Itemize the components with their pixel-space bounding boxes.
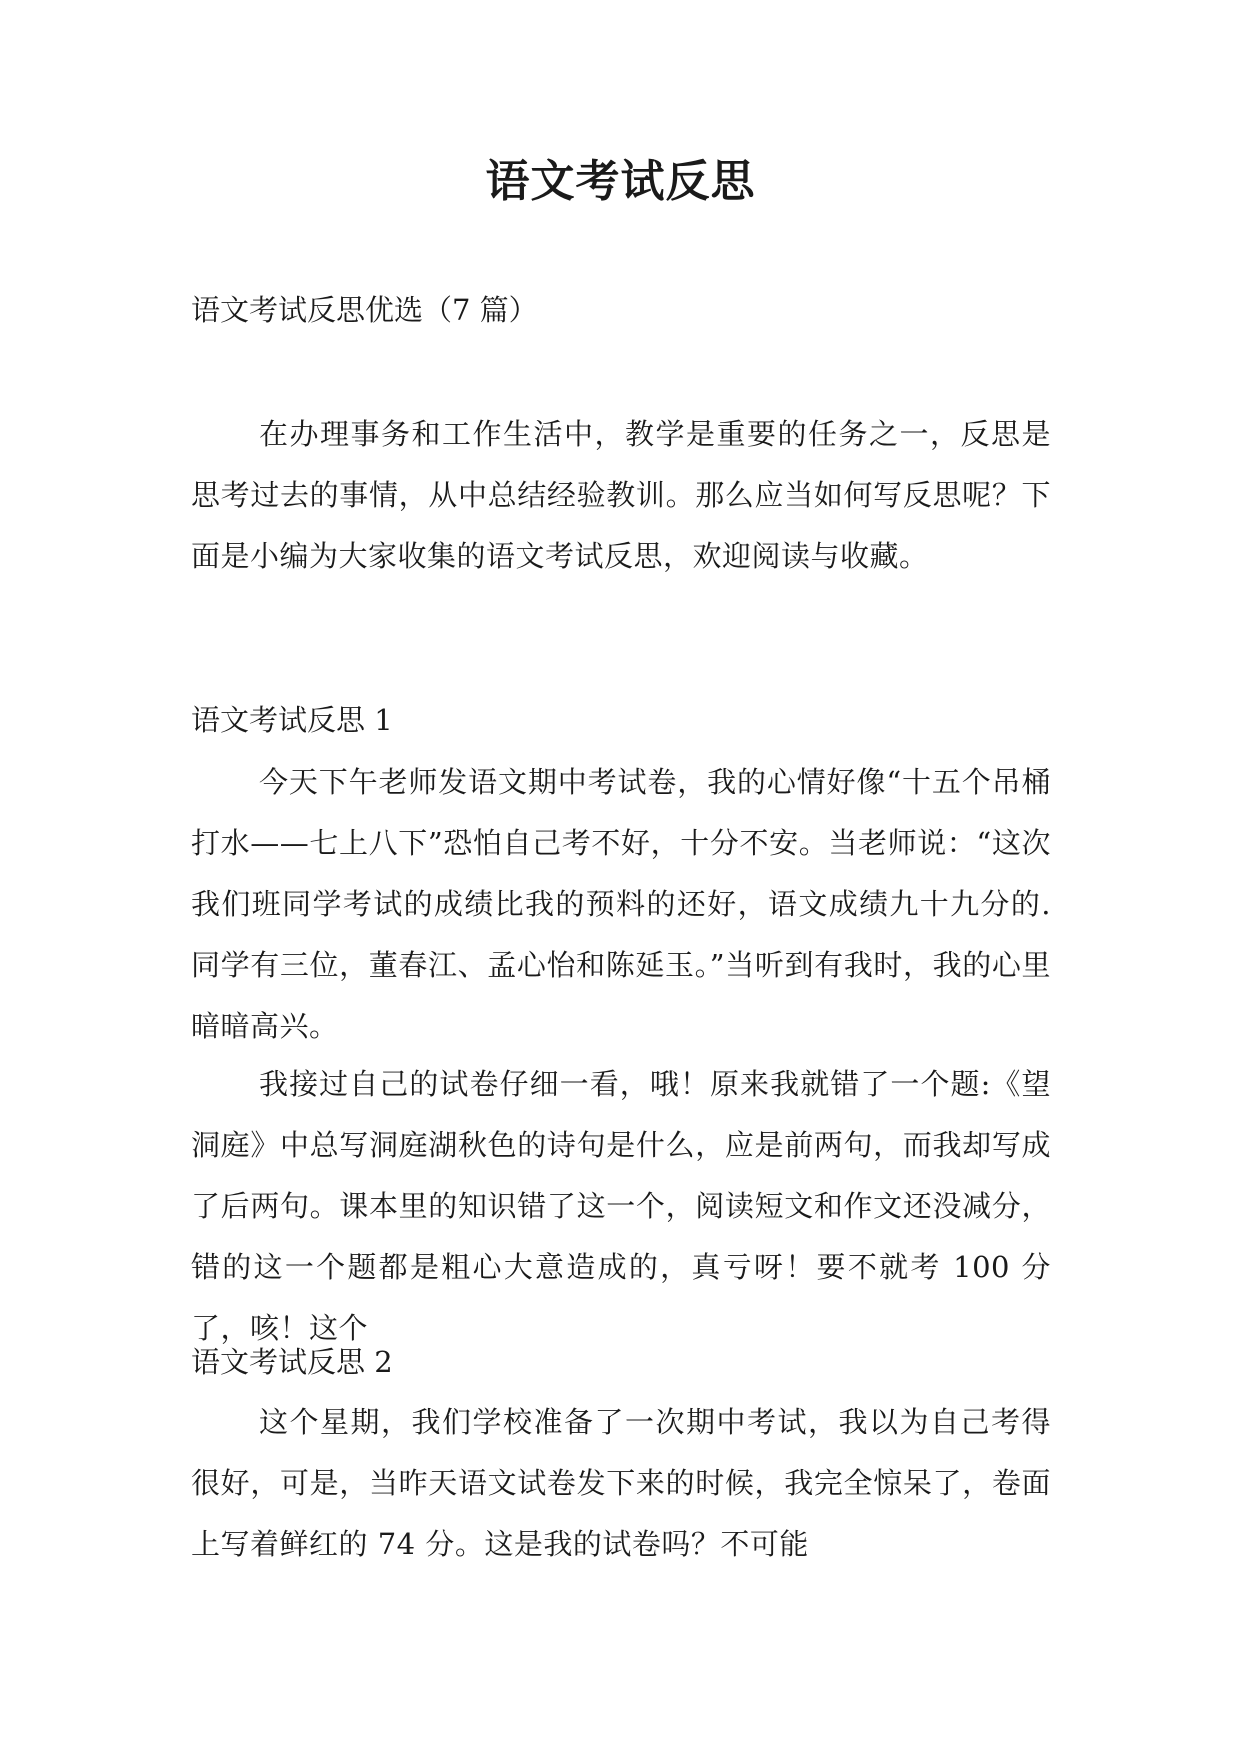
section-1-paragraph-1: 今天下午老师发语文期中考试卷，我的心情好像“十五个吊桶打水——七上八下”恐怕自己考不好，十分不安。当老师说：“这次我们班同学考试的成绩比我的预料的还好，语文成绩九十九分的.同学有三位，董春江、孟心怡和陈延玉。”当听到有我时，我的心里暗暗高兴。	[191, 765, 1051, 1043]
section-1-paragraph-2: 我接过自己的试卷仔细一看，哦！原来我就错了一个题:《望洞庭》中总写洞庭湖秋色的诗句是什么，应是前两句，而我却写成了后两句。课本里的知识错了这一个，阅读短文和作文还没减分，错的这一个题都是粗心大意造成的，真亏呀！要不就考 100 分了，咳！这个	[191, 1067, 1051, 1345]
section-heading-2: 语文考试反思 2	[191, 1345, 393, 1379]
section-heading-1: 语文考试反思 1	[191, 703, 393, 737]
document-subtitle: 语文考试反思优选（7 篇）	[191, 293, 538, 327]
document-title: 语文考试反思	[485, 156, 756, 207]
section-2-paragraph-1: 这个星期，我们学校准备了一次期中考试，我以为自己考得很好，可是，当昨天语文试卷发下来的时候，我完全惊呆了，卷面上写着鲜红的 74 分。这是我的试卷吗？不可能	[191, 1405, 1051, 1561]
intro-paragraph: 在办理事务和工作生活中，教学是重要的任务之一，反思是思考过去的事情，从中总结经验教训。那么应当如何写反思呢？下面是小编为大家收集的语文考试反思，欢迎阅读与收藏。	[191, 417, 1051, 573]
